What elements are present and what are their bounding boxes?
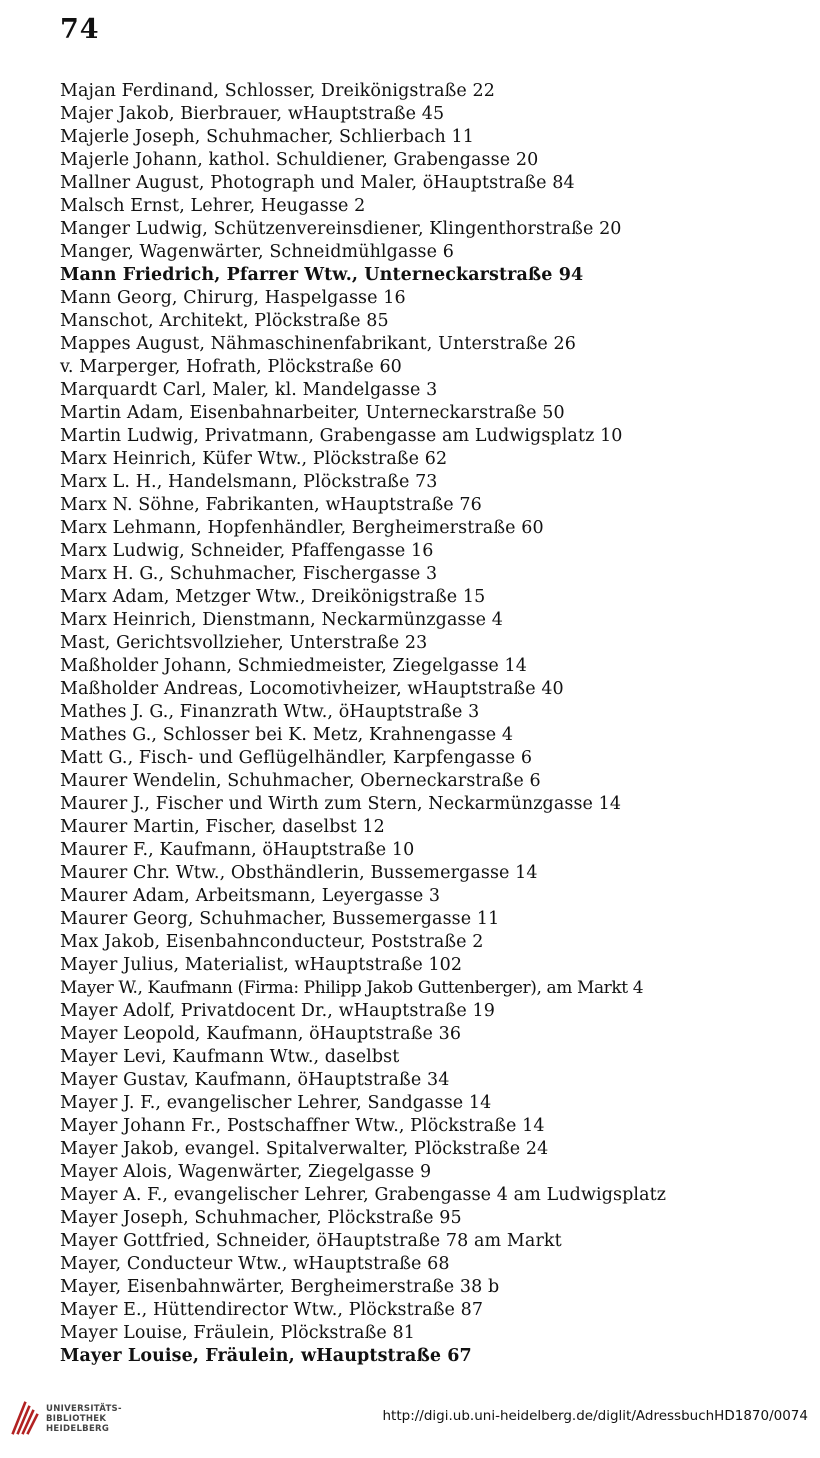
directory-entry: Mayer Levi, Kaufmann Wtw., daselbst <box>60 1047 400 1067</box>
directory-entry: Mann Georg, Chirurg, Haspelgasse 16 <box>60 288 406 308</box>
directory-entries <box>60 80 810 1368</box>
directory-entry: Max Jakob, Eisenbahnconducteur, Poststraße 2 <box>60 932 484 952</box>
directory-entry: Marx L. H., Handelsmann, Plöckstraße 73 <box>60 472 438 492</box>
directory-entry: Mayer J. F., evangelischer Lehrer, Sandgasse 14 <box>60 1093 492 1113</box>
library-name-line: HEIDELBERG <box>46 1424 110 1434</box>
directory-entry: Mallner August, Photograph und Maler, öHauptstraße 84 <box>60 173 575 193</box>
directory-entry: Maurer Georg, Schuhmacher, Bussemergasse 11 <box>60 909 500 929</box>
directory-entry: Majerle Johann, kathol. Schuldiener, Grabengasse 20 <box>60 150 539 170</box>
directory-entry: Mayer Louise, Fräulein, wHauptstraße 67 <box>60 1346 472 1366</box>
heidelberg-library-logo-icon <box>10 1398 40 1436</box>
directory-entry: Marquardt Carl, Maler, kl. Mandelgasse 3 <box>60 380 438 400</box>
directory-entry: Mayer Alois, Wagenwärter, Ziegelgasse 9 <box>60 1162 432 1182</box>
directory-entry: Mayer Gottfried, Schneider, öHauptstraße 78 am Markt <box>60 1231 562 1251</box>
directory-entry: Maurer Chr. Wtw., Obsthändlerin, Bussemergasse 14 <box>60 863 538 883</box>
directory-entry: Mathes G., Schlosser bei K. Metz, Krahnengasse 4 <box>60 725 514 745</box>
directory-entry: Marx Heinrich, Dienstmann, Neckarmünzgasse 4 <box>60 610 504 630</box>
directory-entry: Mayer, Eisenbahnwärter, Bergheimerstraße 38 b <box>60 1277 500 1297</box>
directory-entry: Martin Adam, Eisenbahnarbeiter, Unterneckarstraße 50 <box>60 403 565 423</box>
directory-entry: Mayer, Conducteur Wtw., wHauptstraße 68 <box>60 1254 450 1274</box>
directory-entry: Mayer A. F., evangelischer Lehrer, Grabengasse 4 am Ludwigsplatz <box>60 1185 667 1205</box>
directory-entry: Majerle Joseph, Schuhmacher, Schlierbach 11 <box>60 127 474 147</box>
directory-entry: Mayer Gustav, Kaufmann, öHauptstraße 34 <box>60 1070 450 1090</box>
directory-entry: Marx N. Söhne, Fabrikanten, wHauptstraße 76 <box>60 495 482 515</box>
directory-entry: Mann Friedrich, Pfarrer Wtw., Unterneckarstraße 94 <box>60 265 584 285</box>
directory-entry: Manger Ludwig, Schützenvereinsdiener, Klingenthorstraße 20 <box>60 219 622 239</box>
directory-entry: Marx Ludwig, Schneider, Pfaffengasse 16 <box>60 541 434 561</box>
directory-entry: Malsch Ernst, Lehrer, Heugasse 2 <box>60 196 366 216</box>
directory-entry: Mayer Jakob, evangel. Spitalverwalter, Plöckstraße 24 <box>60 1139 549 1159</box>
directory-entry: Mathes J. G., Finanzrath Wtw., öHauptstraße 3 <box>60 702 480 722</box>
directory-entry: Marx Heinrich, Küfer Wtw., Plöckstraße 62 <box>60 449 448 469</box>
directory-entry: Manger, Wagenwärter, Schneidmühlgasse 6 <box>60 242 454 262</box>
directory-entry: Marx H. G., Schuhmacher, Fischergasse 3 <box>60 564 438 584</box>
directory-entry: Manschot, Architekt, Plöckstraße 85 <box>60 311 389 331</box>
directory-entry: Maßholder Johann, Schmiedmeister, Ziegelgasse 14 <box>60 656 528 676</box>
directory-entry: Majer Jakob, Bierbrauer, wHauptstraße 45 <box>60 104 445 124</box>
directory-entry: Maurer Martin, Fischer, daselbst 12 <box>60 817 385 837</box>
directory-entry: Mayer Leopold, Kaufmann, öHauptstraße 36 <box>60 1024 462 1044</box>
directory-entry: Mayer Johann Fr., Postschaffner Wtw., Plöckstraße 14 <box>60 1116 545 1136</box>
directory-entry: Mayer E., Hüttendirector Wtw., Plöckstraße 87 <box>60 1300 484 1320</box>
directory-entry: Maurer Wendelin, Schuhmacher, Oberneckarstraße 6 <box>60 771 541 791</box>
directory-entry: Mappes August, Nähmaschinenfabrikant, Unterstraße 26 <box>60 334 576 354</box>
directory-entry: Majan Ferdinand, Schlosser, Dreikönigstraße 22 <box>60 81 495 101</box>
directory-entry: Maurer F., Kaufmann, öHauptstraße 10 <box>60 840 415 860</box>
directory-entry: Mayer Joseph, Schuhmacher, Plöckstraße 95 <box>60 1208 462 1228</box>
directory-entry: v. Marperger, Hofrath, Plöckstraße 60 <box>60 357 402 377</box>
page-number: 74 <box>60 14 100 45</box>
directory-entry: Mayer Adolf, Privatdocent Dr., wHauptstraße 19 <box>60 1001 495 1021</box>
directory-entry: Maurer J., Fischer und Wirth zum Stern, Neckarmünzgasse 14 <box>60 794 622 814</box>
library-name <box>46 1404 122 1434</box>
footer <box>0 1396 820 1442</box>
directory-entry: Mayer Louise, Fräulein, Plöckstraße 81 <box>60 1323 415 1343</box>
directory-entry: Maurer Adam, Arbeitsmann, Leyergasse 3 <box>60 886 441 906</box>
directory-entry: Marx Lehmann, Hopfenhändler, Bergheimerstraße 60 <box>60 518 544 538</box>
directory-entry: Mayer Julius, Materialist, wHauptstraße 102 <box>60 955 463 975</box>
source-url-link[interactable]: http://digi.ub.uni-heidelberg.de/diglit/AdressbuchHD1870/0074 <box>382 1408 808 1424</box>
directory-entry: Maßholder Andreas, Locomotivheizer, wHauptstraße 40 <box>60 679 564 699</box>
directory-entry: Martin Ludwig, Privatmann, Grabengasse am Ludwigsplatz 10 <box>60 426 623 446</box>
directory-entry: Mayer W., Kaufmann (Firma: Philipp Jakob Guttenberger), am Markt 4 <box>60 978 644 998</box>
directory-entry: Mast, Gerichtsvollzieher, Unterstraße 23 <box>60 633 428 653</box>
directory-entry: Matt G., Fisch- und Geflügelhändler, Karpfengasse 6 <box>60 748 533 768</box>
library-name-line: BIBLIOTHEK <box>46 1414 107 1424</box>
directory-entry: Marx Adam, Metzger Wtw., Dreikönigstraße 15 <box>60 587 486 607</box>
library-name-line: UNIVERSITÄTS- <box>46 1404 122 1414</box>
